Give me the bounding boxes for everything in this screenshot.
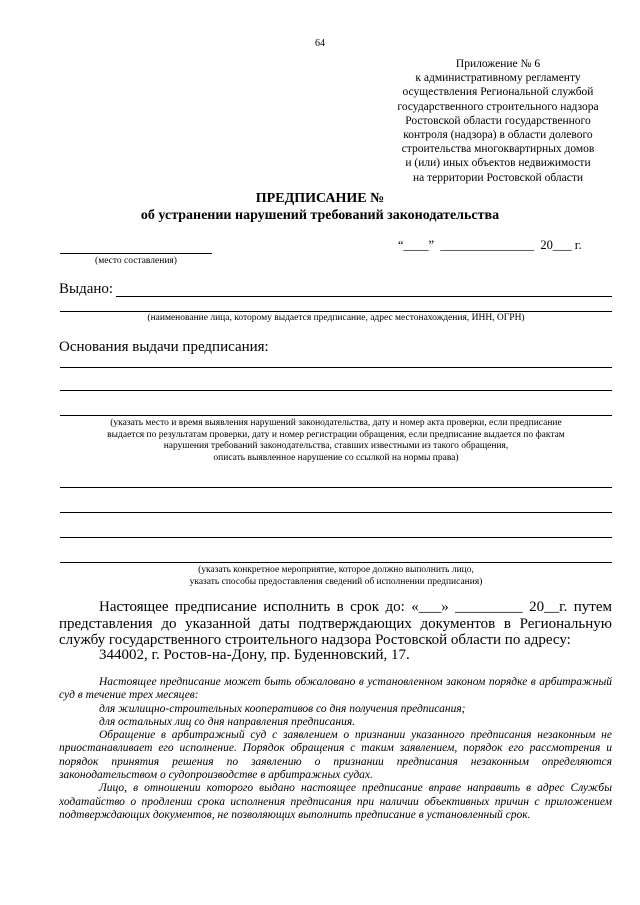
appendix-line: и (или) иных объектов недвижимости [405,157,591,170]
grounds-caption-line: описать выявленное нарушение со ссылкой на нормы права) [213,452,459,463]
document-title: ПРЕДПИСАНИЕ № [255,191,385,206]
date-field: “____” _______________ 20___ г. [398,238,582,252]
grounds-line [60,367,612,368]
grounds-caption [60,418,612,464]
measures-caption-line: (указать конкретное мероприятие, которое должно выполнить лицо, [198,565,474,575]
measures-line [60,562,612,563]
page-number: 64 [315,38,325,49]
appeal-notes [59,676,612,822]
place-line [60,253,212,254]
appendix-line: осуществления Региональной службой [402,86,594,99]
appendix-line: Ростовской области государственного [405,114,591,127]
measures-line [60,512,612,513]
place-caption: (место составления) [95,256,177,266]
appendix-line: контроля (надзора) в области долевого [403,129,593,142]
grounds-caption-line: (указать место и время выявления нарушений законодательства, дату и номер акта проверки, если предписание [110,418,562,428]
appendix-line: строительства многоквартирных домов [401,143,595,156]
grounds-label: Основания выдачи предписания: [59,339,269,355]
grounds-line [60,415,612,416]
grounds-caption-line: выдается по результатам проверки, дату и номер регистрации обращения, если предписание выдается по фактам [107,429,565,440]
grounds-line [60,390,612,391]
appendix-line: Приложение № 6 [455,58,541,70]
grounds-caption-line: нарушения требований законодательства, ставших известными из такого обращения, [163,441,509,451]
note-paragraph: для остальных лиц со дня направления предписания. [99,715,356,728]
note-paragraph: Настоящее предписание может быть обжаловано в установленном законом порядке в арбитражный суд в течение трех месяцев: [59,676,612,702]
issued-line [116,296,612,297]
measures-caption-line: указать способы предоставления сведений об исполнении предписания) [189,576,483,587]
note-paragraph: Обращение в арбитражный суд с заявлением о признании указанного предписания незаконным не приостанавливает его исполнение. Порядок обращения с таким заявлением, порядок его рассмотрения и порядок принятия решения по заявлению о признании предписания незаконным определяются законодательством о судопроизводстве в арбитражных судах. [59,729,612,782]
issued-label: Выдано: [59,281,114,297]
issued-caption: (наименование лица, которому выдается предписание, адрес местонахождения, ИНН, ОГРН) [147,313,525,323]
measures-line [60,537,612,538]
measures-line [60,487,612,488]
note-paragraph: для жилищно-строительных кооперативов со дня получения предписания; [99,702,466,715]
appendix-line: к административному регламенту [415,72,581,85]
issued-line [60,311,612,312]
appendix-line: на территории Ростовской области [412,171,584,184]
appendix-block [380,57,616,185]
document-subtitle: об устранении нарушений требований законодательства [140,208,500,223]
execution-paragraph: Настоящее предписание исполнить в срок до: «___» _________ 20__г. путем представления до указанной даты подтверждающих документов в Региональную службу государственного строительного надзора Ростовской области по адресу: [59,599,612,648]
service-address: 344002, г. Ростов-на-Дону, пр. Буденновский, 17. [99,647,410,663]
note-paragraph: Лицо, в отношении которого выдано настоящее предписание вправе направить в адрес Службы ходатайство о продлении срока исполнения предписания при наличии объективных причин с приложением подтверждающих документов, не позволяющих выполнить предписание в установленный срок. [59,782,612,821]
measures-caption [60,565,612,588]
appendix-line: государственного строительного надзора [397,100,599,113]
